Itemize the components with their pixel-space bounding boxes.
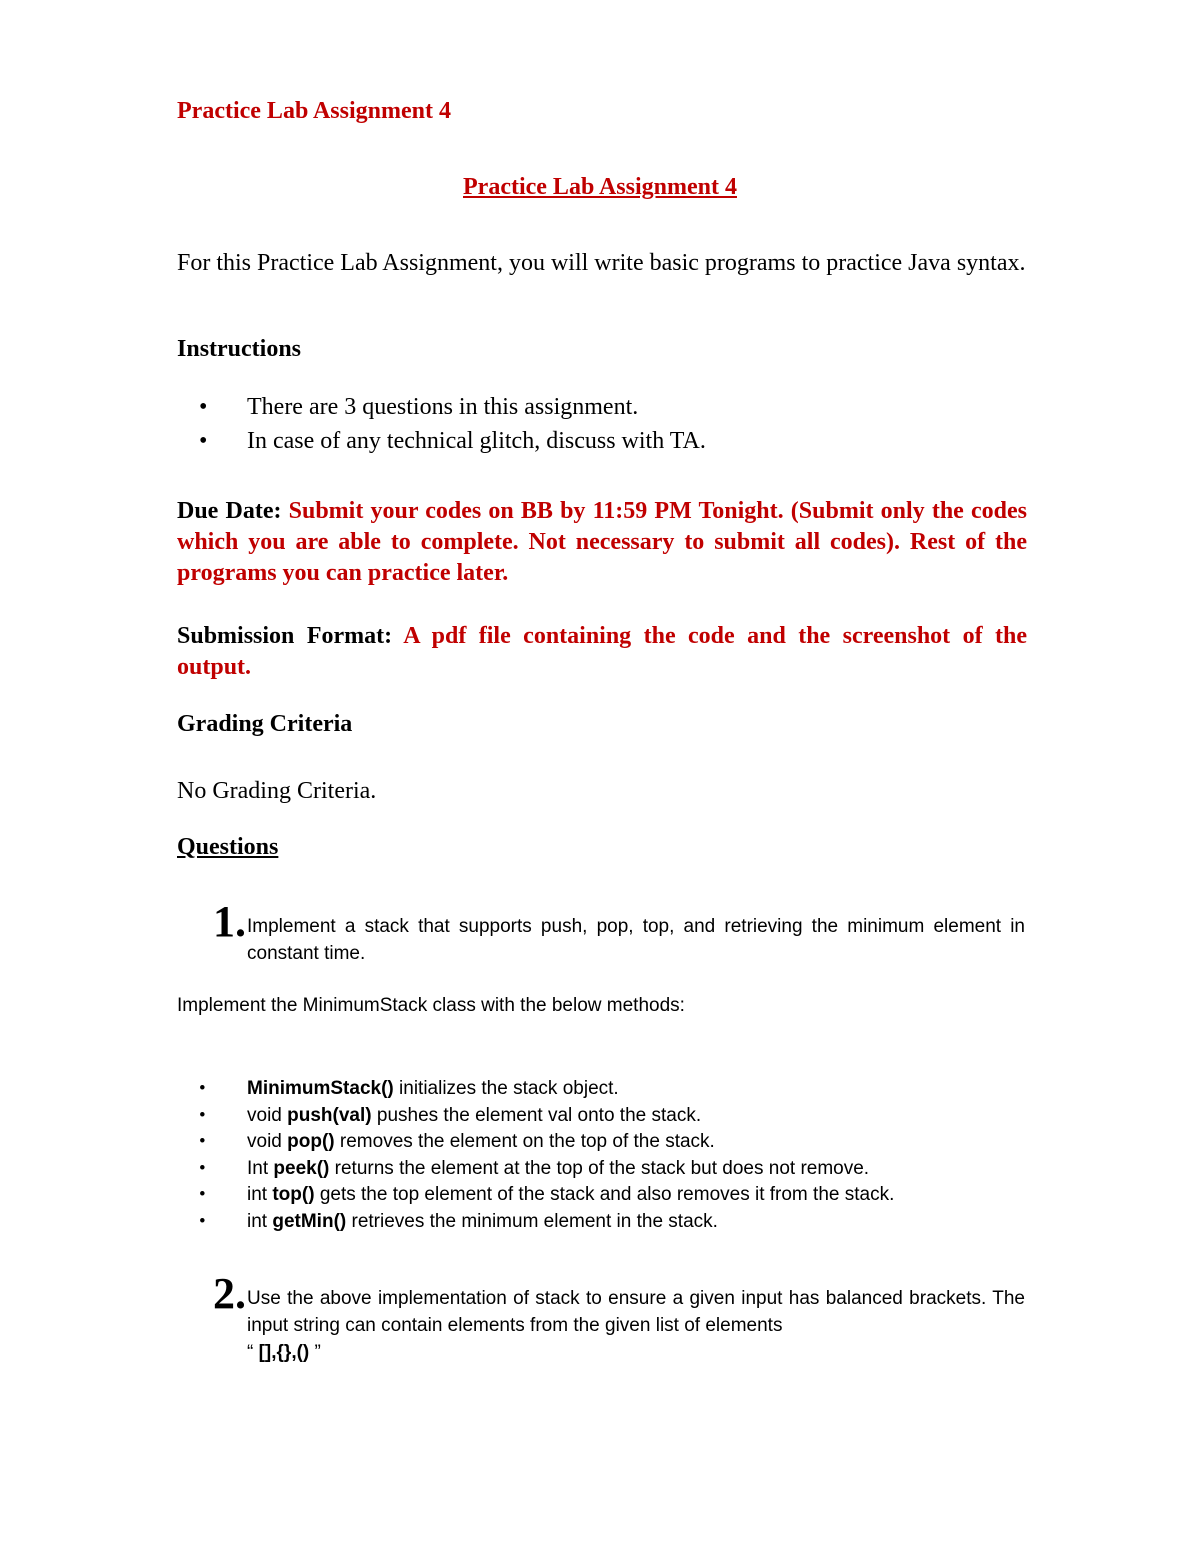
grading-criteria-heading: Grading Criteria bbox=[177, 711, 353, 737]
methods-list bbox=[177, 1076, 1037, 1235]
due-date-paragraph bbox=[177, 496, 1027, 589]
question-text: Implement a stack that supports push, pop, top, and retrieving the minimum element in constant time. bbox=[247, 916, 1025, 964]
question-text: Use the above implementation of stack to ensure a given input has balanced brackets. The input string can contain elements from the given list of elements “ [],{},() ” bbox=[247, 1288, 1025, 1363]
bullet-icon: • bbox=[199, 1210, 206, 1232]
due-date-label: Due Date: bbox=[177, 498, 282, 524]
list-item: • int getMin() retrieves the minimum element in the stack. bbox=[177, 1209, 1037, 1236]
list-item: • In case of any technical glitch, discuss with TA. bbox=[177, 424, 1037, 458]
list-item: • There are 3 questions in this assignment. bbox=[177, 390, 1037, 424]
instructions-heading: Instructions bbox=[177, 336, 302, 362]
submission-format-paragraph bbox=[177, 621, 1027, 683]
header-title: Practice Lab Assignment 4 bbox=[177, 98, 451, 124]
bullet-icon: • bbox=[199, 1078, 206, 1099]
list-item: • void push(val) pushes the element val onto the stack. bbox=[177, 1103, 1037, 1130]
submission-format-text: A pdf file containing the code and the screenshot of the output. bbox=[177, 623, 1027, 680]
bullet-icon: • bbox=[199, 428, 208, 454]
page-title: Practice Lab Assignment 4 bbox=[463, 174, 737, 200]
question-1 bbox=[177, 897, 1027, 970]
bullet-icon: • bbox=[199, 1104, 206, 1126]
question-number: 1. bbox=[213, 897, 246, 946]
list-item: • Int peek() returns the element at the top of the stack but does not remove. bbox=[177, 1156, 1037, 1183]
list-item: • int top() gets the top element of the stack and also removes it from the stack. bbox=[177, 1182, 1037, 1209]
due-date-text: Submit your codes on BB by 11:59 PM Tonight. (Submit only the codes which you are able to complete. Not necessary to submit all codes). Rest of the programs you can practice later. bbox=[177, 498, 1027, 586]
list-item: • MinimumStack() initializes the stack object. bbox=[177, 1076, 1037, 1103]
bullet-icon: • bbox=[199, 1184, 206, 1205]
question-1-intro: Implement the MinimumStack class with the below methods: bbox=[177, 995, 685, 1016]
question-number: 2. bbox=[213, 1269, 246, 1318]
brackets-list: [],{},() bbox=[258, 1342, 310, 1363]
question-2 bbox=[177, 1269, 1027, 1372]
bullet-icon: • bbox=[199, 394, 208, 420]
list-item: • void pop() removes the element on the top of the stack. bbox=[177, 1129, 1037, 1156]
instructions-list bbox=[177, 390, 1037, 458]
bullet-icon: • bbox=[199, 1157, 206, 1179]
intro-paragraph: For this Practice Lab Assignment, you will write basic programs to practice Java syntax. bbox=[177, 250, 1026, 276]
submission-format-label: Submission Format: bbox=[177, 623, 393, 649]
questions-heading: Questions bbox=[177, 834, 279, 860]
grading-criteria-text: No Grading Criteria. bbox=[177, 778, 377, 804]
bullet-icon: • bbox=[199, 1131, 206, 1152]
